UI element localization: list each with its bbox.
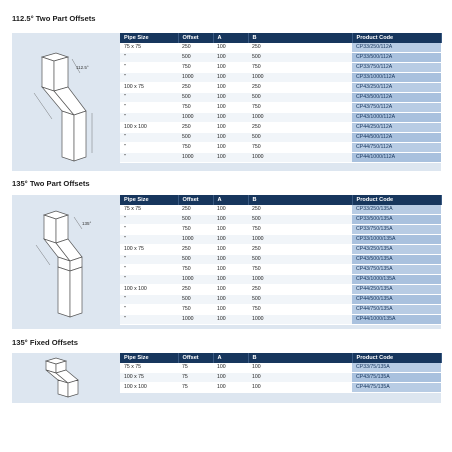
col-pipe-size: Pipe Size: [120, 353, 178, 363]
col-b: B: [248, 353, 352, 363]
cell-a: 100: [213, 383, 248, 393]
table-row: [120, 245, 441, 255]
cell-offset: 500: [178, 53, 213, 63]
col-offset: Offset: [178, 353, 213, 363]
cell-product-code: CP44/500/135A: [352, 295, 441, 305]
table-row: [120, 275, 441, 285]
section-title-112: 112.5° Two Part Offsets: [12, 14, 96, 23]
col-a: A: [213, 195, 248, 205]
cell-b: 500: [248, 133, 352, 143]
table-135-fixed: [120, 353, 442, 393]
cell-b: 500: [248, 255, 352, 265]
cell-b: 100: [248, 373, 352, 383]
cell-offset: 1000: [178, 153, 213, 163]
cell-b: 500: [248, 53, 352, 63]
cell-b: 500: [248, 93, 352, 103]
cell-pipe-size: ": [120, 225, 178, 235]
cell-a: 100: [213, 225, 248, 235]
cell-product-code: CP33/250/112A: [352, 43, 441, 53]
cell-product-code: CP44/500/112A: [352, 133, 441, 143]
cell-a: 100: [213, 373, 248, 383]
cell-a: 100: [213, 133, 248, 143]
cell-offset: 750: [178, 103, 213, 113]
table-row: [120, 53, 441, 63]
cell-a: 100: [213, 215, 248, 225]
cell-pipe-size: ": [120, 295, 178, 305]
cell-product-code: CP43/500/135A: [352, 255, 441, 265]
cell-pipe-size: ": [120, 315, 178, 325]
cell-pipe-size: ": [120, 133, 178, 143]
cell-pipe-size: 100 x 100: [120, 285, 178, 295]
cell-b: 750: [248, 305, 352, 315]
cell-offset: 250: [178, 205, 213, 215]
col-a: A: [213, 33, 248, 43]
cell-pipe-size: ": [120, 103, 178, 113]
cell-product-code: CP43/750/112A: [352, 103, 441, 113]
table-row: [120, 315, 441, 325]
cell-a: 100: [213, 143, 248, 153]
cell-pipe-size: 100 x 100: [120, 383, 178, 393]
cell-product-code: CP44/750/112A: [352, 143, 441, 153]
cell-offset: 75: [178, 363, 213, 373]
col-offset: Offset: [178, 195, 213, 205]
cell-b: 500: [248, 295, 352, 305]
table-row: [120, 123, 441, 133]
cell-product-code: CP44/75/135A: [352, 383, 441, 393]
cell-b: 250: [248, 285, 352, 295]
col-pipe-size: Pipe Size: [120, 33, 178, 43]
cell-a: 100: [213, 83, 248, 93]
table-row: [120, 305, 441, 315]
cell-offset: 250: [178, 245, 213, 255]
cell-product-code: CP33/1000/112A: [352, 73, 441, 83]
cell-a: 100: [213, 153, 248, 163]
cell-offset: 250: [178, 43, 213, 53]
cell-a: 100: [213, 43, 248, 53]
table-row: [120, 133, 441, 143]
cell-a: 100: [213, 255, 248, 265]
cell-offset: 250: [178, 285, 213, 295]
table-row: [120, 113, 441, 123]
cell-a: 100: [213, 245, 248, 255]
section-title-135: 135° Two Part Offsets: [12, 179, 90, 188]
cell-b: 750: [248, 225, 352, 235]
cell-a: 100: [213, 205, 248, 215]
col-offset: Offset: [178, 33, 213, 43]
cell-b: 1000: [248, 73, 352, 83]
cell-b: 250: [248, 245, 352, 255]
cell-a: 100: [213, 63, 248, 73]
cell-offset: 500: [178, 133, 213, 143]
cell-product-code: CP33/1000/135A: [352, 235, 441, 245]
cell-product-code: CP43/750/135A: [352, 265, 441, 275]
cell-a: 100: [213, 363, 248, 373]
cell-offset: 750: [178, 143, 213, 153]
col-pipe-size: Pipe Size: [120, 195, 178, 205]
cell-pipe-size: 75 x 75: [120, 205, 178, 215]
cell-product-code: CP33/500/135A: [352, 215, 441, 225]
col-b: B: [248, 33, 352, 43]
table-row: [120, 285, 441, 295]
cell-pipe-size: 75 x 75: [120, 43, 178, 53]
table-row: [120, 103, 441, 113]
cell-a: 100: [213, 123, 248, 133]
col-a: A: [213, 353, 248, 363]
cell-b: 750: [248, 265, 352, 275]
cell-product-code: CP44/750/135A: [352, 305, 441, 315]
cell-product-code: CP43/250/112A: [352, 83, 441, 93]
cell-product-code: CP44/1000/135A: [352, 315, 441, 325]
cell-a: 100: [213, 295, 248, 305]
cell-b: 1000: [248, 275, 352, 285]
cell-a: 100: [213, 113, 248, 123]
table-row: [120, 383, 441, 393]
cell-product-code: CP43/250/135A: [352, 245, 441, 255]
cell-pipe-size: ": [120, 305, 178, 315]
cell-offset: 1000: [178, 275, 213, 285]
cell-product-code: CP43/1000/135A: [352, 275, 441, 285]
cell-pipe-size: ": [120, 143, 178, 153]
angle-label: 135°: [82, 221, 92, 226]
cell-b: 250: [248, 205, 352, 215]
cell-b: 1000: [248, 235, 352, 245]
cell-product-code: CP44/250/135A: [352, 285, 441, 295]
table-row: [120, 63, 441, 73]
table-row: [120, 93, 441, 103]
fixed-offset-illustration: [12, 353, 120, 408]
cell-product-code: CP33/250/135A: [352, 205, 441, 215]
cell-offset: 500: [178, 255, 213, 265]
cell-a: 100: [213, 235, 248, 245]
table-row: [120, 255, 441, 265]
cell-offset: 1000: [178, 235, 213, 245]
cell-a: 100: [213, 73, 248, 83]
cell-pipe-size: 100 x 75: [120, 83, 178, 93]
table-row: [120, 43, 441, 53]
cell-pipe-size: ": [120, 53, 178, 63]
cell-offset: 75: [178, 383, 213, 393]
cell-b: 250: [248, 123, 352, 133]
col-product-code: Product Code: [352, 33, 441, 43]
cell-product-code: CP44/1000/112A: [352, 153, 441, 163]
table-row: [120, 215, 441, 225]
cell-pipe-size: 100 x 75: [120, 245, 178, 255]
table-row: [120, 143, 441, 153]
cell-pipe-size: ": [120, 235, 178, 245]
cell-b: 250: [248, 83, 352, 93]
cell-product-code: CP33/750/112A: [352, 63, 441, 73]
table-112: [120, 33, 442, 163]
cell-b: 1000: [248, 315, 352, 325]
angle-label: 112.5°: [76, 65, 89, 70]
cell-pipe-size: ": [120, 113, 178, 123]
table-row: [120, 373, 441, 383]
table-row: [120, 265, 441, 275]
cell-offset: 500: [178, 295, 213, 305]
cell-offset: 250: [178, 123, 213, 133]
cell-product-code: CP43/75/135A: [352, 373, 441, 383]
table-135: [120, 195, 442, 325]
col-product-code: Product Code: [352, 195, 441, 205]
table-row: [120, 235, 441, 245]
cell-b: 100: [248, 383, 352, 393]
section-panel-135: [12, 195, 441, 329]
cell-b: 1000: [248, 113, 352, 123]
cell-b: 750: [248, 63, 352, 73]
cell-product-code: CP44/250/112A: [352, 123, 441, 133]
cell-offset: 750: [178, 305, 213, 315]
cell-product-code: CP43/500/112A: [352, 93, 441, 103]
col-product-code: Product Code: [352, 353, 441, 363]
cell-product-code: CP33/500/112A: [352, 53, 441, 63]
section-panel-112: [12, 33, 441, 171]
cell-a: 100: [213, 265, 248, 275]
offset-135-illustration: [12, 195, 120, 334]
table-row: [120, 225, 441, 235]
table-row: [120, 83, 441, 93]
cell-offset: 500: [178, 93, 213, 103]
cell-a: 100: [213, 285, 248, 295]
offset-112-illustration: [12, 33, 120, 176]
cell-pipe-size: ": [120, 265, 178, 275]
cell-pipe-size: 100 x 75: [120, 373, 178, 383]
cell-b: 250: [248, 43, 352, 53]
cell-b: 100: [248, 363, 352, 373]
cell-a: 100: [213, 53, 248, 63]
cell-pipe-size: ": [120, 255, 178, 265]
cell-b: 750: [248, 103, 352, 113]
cell-pipe-size: ": [120, 63, 178, 73]
section-panel-135-fixed: [12, 353, 441, 403]
cell-pipe-size: ": [120, 153, 178, 163]
cell-b: 1000: [248, 153, 352, 163]
cell-pipe-size: 75 x 75: [120, 363, 178, 373]
cell-b: 500: [248, 215, 352, 225]
cell-product-code: CP33/750/135A: [352, 225, 441, 235]
cell-pipe-size: 100 x 100: [120, 123, 178, 133]
cell-offset: 75: [178, 373, 213, 383]
cell-a: 100: [213, 305, 248, 315]
table-row: [120, 205, 441, 215]
table-row: [120, 363, 441, 373]
cell-a: 100: [213, 275, 248, 285]
table-row: [120, 153, 441, 163]
cell-a: 100: [213, 315, 248, 325]
cell-pipe-size: ": [120, 93, 178, 103]
cell-offset: 1000: [178, 113, 213, 123]
table-row: [120, 295, 441, 305]
table-row: [120, 73, 441, 83]
cell-offset: 1000: [178, 315, 213, 325]
cell-offset: 500: [178, 215, 213, 225]
cell-pipe-size: ": [120, 73, 178, 83]
cell-a: 100: [213, 93, 248, 103]
cell-offset: 250: [178, 83, 213, 93]
cell-product-code: CP33/75/135A: [352, 363, 441, 373]
section-title-135-fixed: 135° Fixed Offsets: [12, 338, 78, 347]
cell-pipe-size: ": [120, 215, 178, 225]
cell-offset: 1000: [178, 73, 213, 83]
cell-offset: 750: [178, 225, 213, 235]
cell-a: 100: [213, 103, 248, 113]
cell-product-code: CP43/1000/112A: [352, 113, 441, 123]
cell-offset: 750: [178, 63, 213, 73]
col-b: B: [248, 195, 352, 205]
cell-b: 750: [248, 143, 352, 153]
cell-offset: 750: [178, 265, 213, 275]
cell-pipe-size: ": [120, 275, 178, 285]
